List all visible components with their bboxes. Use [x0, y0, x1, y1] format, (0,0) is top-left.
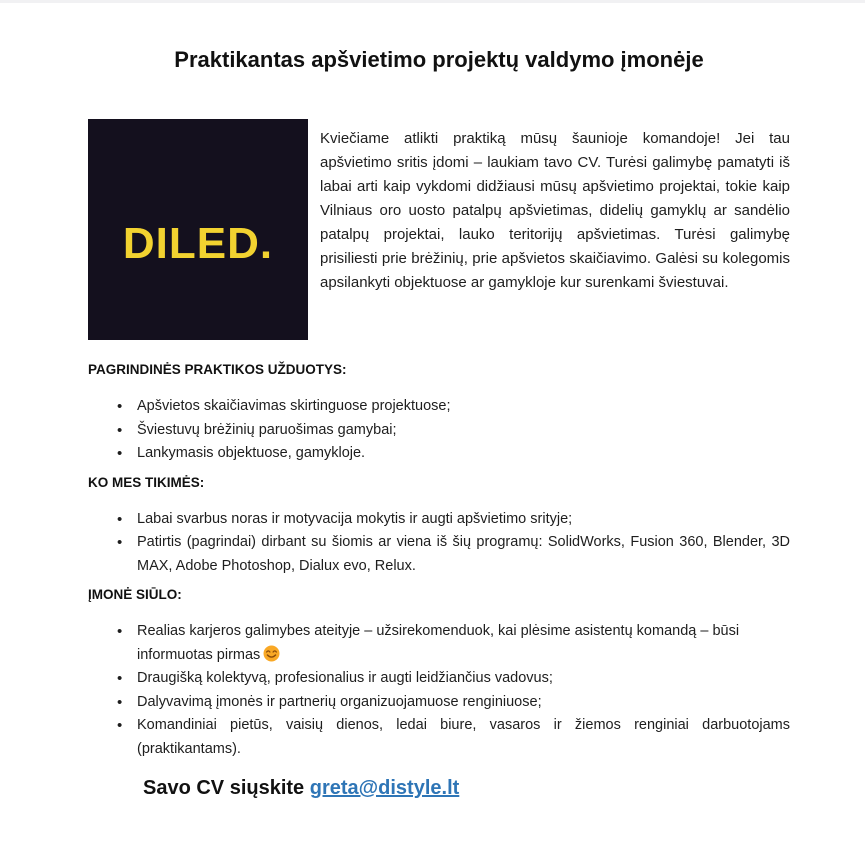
- list-item: [137, 714, 790, 761]
- section: [88, 361, 790, 466]
- cv-callout-label: Savo CV siųskite: [143, 777, 305, 799]
- list-item: [137, 667, 790, 691]
- list-item: [137, 620, 790, 667]
- diled-logo-text: DILED.: [122, 218, 274, 268]
- list-item-text: Lankymasis objektuose, gamykloje.: [137, 445, 366, 461]
- page-title: Praktikantas apšvietimo projektų valdymo įmonėje: [174, 47, 704, 72]
- smiling-face-with-smiling-eyes-emoji: [263, 645, 280, 662]
- bullet-list: [88, 395, 790, 466]
- list-item-text: Labai svarbus noras ir motyvacija mokytis ir augti apšvietimo srityje;: [137, 510, 573, 527]
- list-item: [137, 395, 790, 419]
- list-item-text: Dalyvavimą įmonės ir partnerių organizuojamuose renginiuose;: [137, 693, 542, 710]
- list-item-text: Šviestuvų brėžinių paruošimas gamybai;: [137, 421, 397, 438]
- list-item-text: Realias karjeros galimybes ateityje – užsirekomenduok, kai plėsime asistentų komandą – būsi informuotas pirmas: [137, 623, 740, 663]
- cv-callout: [143, 775, 790, 801]
- sections-container: [88, 361, 790, 761]
- section-heading: PAGRINDINĖS PRAKTIKOS UŽDUOTYS:: [88, 362, 347, 377]
- section-heading: ĮMONĖ SIŪLO:: [88, 587, 182, 602]
- list-item-text: Komandiniai pietūs, vaisių dienos, ledai biure, vasaros ir žiemos renginiai darbuotojams (praktikantams).: [137, 717, 790, 757]
- list-item: [137, 419, 790, 443]
- list-item-text: Draugišką kolektyvą, profesionalius ir augti leidžiančius vadovus;: [137, 670, 553, 686]
- list-item: [137, 442, 790, 466]
- diled-logo: [88, 119, 308, 340]
- document-page: [0, 3, 865, 801]
- section: [88, 474, 790, 579]
- bullet-list: [88, 620, 790, 761]
- bullet-list: [88, 508, 790, 579]
- intro-row: [88, 119, 790, 340]
- list-item: [137, 531, 790, 578]
- list-item-text: Apšvietos skaičiavimas skirtinguose projektuose;: [137, 398, 451, 414]
- list-item: [137, 508, 790, 532]
- list-item-text: Patirtis (pagrindai) dirbant su šiomis ar viena iš šių programų: SolidWorks, Fusion 360, Blender, 3D MAX, Adobe Photoshop, Dialux evo, Relux.: [137, 534, 790, 574]
- list-item: [137, 691, 790, 715]
- section: [88, 586, 790, 761]
- email-link[interactable]: greta@distyle.lt: [309, 777, 460, 799]
- intro-paragraph: Kviečiame atlikti praktiką mūsų šaunioje komandoje! Jei tau apšvietimo sritis įdomi – laukiam tavo CV. Turėsi galimybę pamatyti iš labai arti kaip vykdomi didžiausi mūsų apšvietimo projektai, tokie kaip Vilniaus oro uosto patalpų apšvietimas, didelių gamyklų ar sandėlio patalpų projektai, lauko teritorijų apšvietimas. Turėsi galimybę prisiliesti prie brėžinių, prie apšvietos skaičiavimo. Galėsi su kolegomis apsilankyti objektuose ar gamykloje kur surenkami šviestuvai.: [320, 130, 790, 291]
- section-heading: KO MES TIKIMĖS:: [88, 474, 205, 490]
